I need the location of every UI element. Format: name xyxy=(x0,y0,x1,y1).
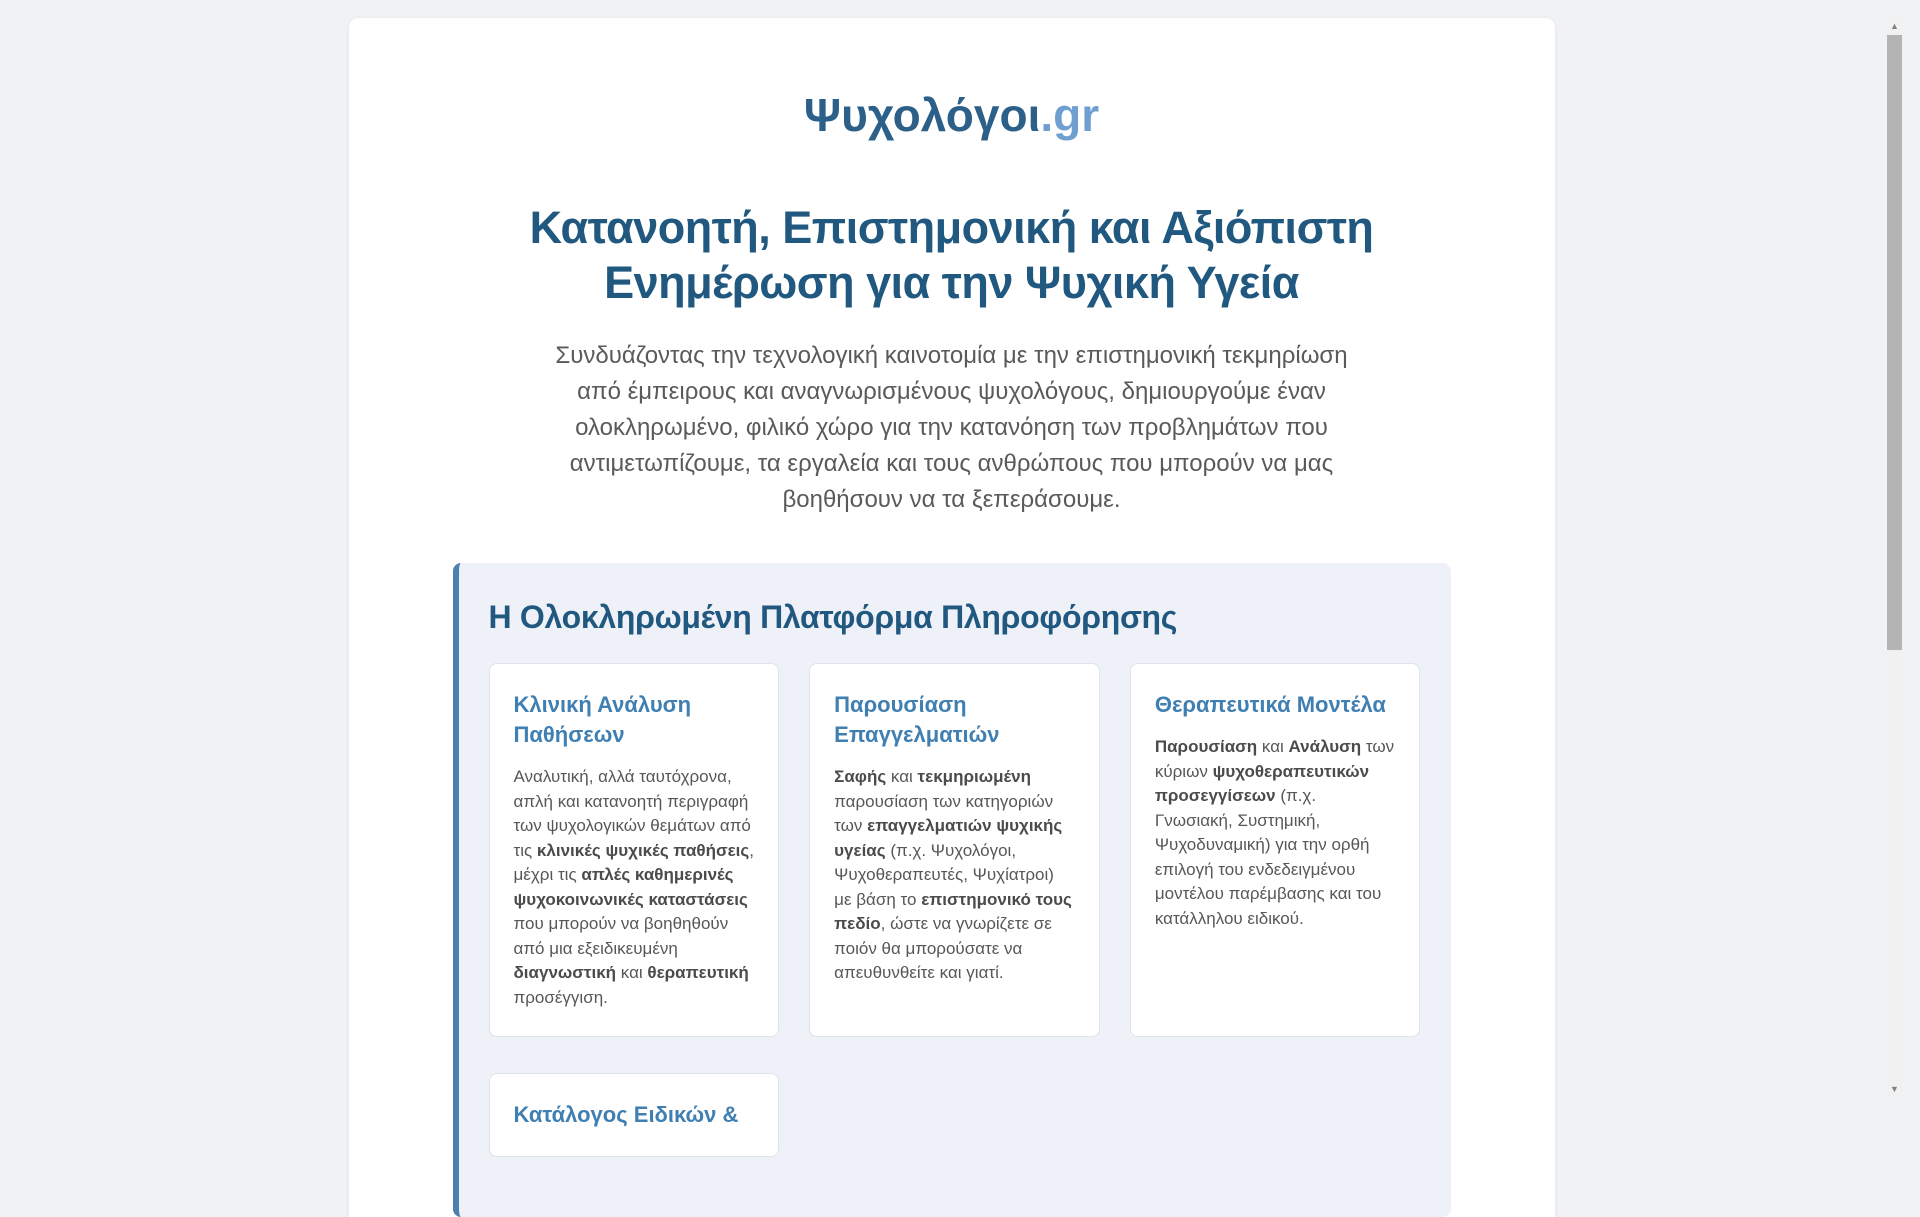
card-therapy-models-body: Παρουσίαση και Ανάλυση των κύριων ψυχοθεραπευτικών προσεγγίσεων (π.χ. Γνωσιακή, Συστημική, Ψυχοδυναμική) για την ορθή επιλογή του ενδεδειγμένου μοντέλου παρέμβασης και του κατάλληλου ειδικού. xyxy=(1154,737,1395,928)
scrollbar-thumb[interactable] xyxy=(1887,35,1902,650)
main-content-surface xyxy=(349,18,1555,1217)
site-logo-tld: .gr xyxy=(1040,89,1100,141)
scroll-down-icon: ▼ xyxy=(1890,1084,1899,1094)
scroll-up-button[interactable] xyxy=(1886,18,1903,35)
site-header xyxy=(349,90,1555,140)
vertical-scrollbar[interactable] xyxy=(1886,18,1903,1098)
card-professionals-body: Σαφής και τεκμηριωμένη παρουσίαση των κατηγοριών των επαγγελματιών ψυχικής υγείας (π.χ. Ψυχολόγοι, Ψυχοθεραπευτές, Ψυχίατροι) με βάση το επιστημονικό τους πεδίο, ώστε να γνωρίζετε σε ποιόν θα μπορούσατε να απευθυνθείτε και γιατί. xyxy=(834,767,1072,982)
hero-subtitle: Συνδυάζοντας την τεχνολογική καινοτομία με την επιστημονική τεκμηρίωση από έμπειρους και αναγνωρισμένους ψυχολόγους, δημιουργούμε έναν ολοκληρωμένο, φιλικό χώρο για την κατανόηση των προβλημάτων που αντιμετωπίζουμε, τα εργαλεία και τους ανθρώπους που μπορούν να μας βοηθήσουν να τα ξεπεράσουμε. xyxy=(555,342,1348,513)
card-professionals-title: Παρουσίαση Επαγγελματιών xyxy=(834,692,1000,747)
card-clinical-analysis xyxy=(489,663,780,1037)
site-logo[interactable] xyxy=(349,90,1555,140)
card-specialists-catalog xyxy=(489,1073,780,1157)
card-therapy-models xyxy=(1130,663,1421,1037)
card-specialists-catalog-title: Κατάλογος Ειδικών & xyxy=(513,1102,739,1127)
hero-title: Κατανοητή, Επιστημονική και Αξιόπιστη Ενημέρωση για την Ψυχική Υγεία xyxy=(529,202,1374,308)
card-clinical-analysis-body: Αναλυτική, αλλά ταυτόχρονα, απλή και κατανοητή περιγραφή των ψυχολογικών θεμάτων από τις κλινικές ψυχικές παθήσεις, μέχρι τις απλές καθημερινές ψυχοκοινωνικές καταστάσεις που μπορούν να βοηθηθούν από μια εξειδικευμένη διαγνωστική και θεραπευτική προσέγγιση. xyxy=(513,767,754,1007)
scroll-down-button[interactable] xyxy=(1886,1081,1903,1098)
platform-section xyxy=(453,563,1451,1217)
card-professionals xyxy=(809,663,1100,1037)
scroll-up-icon: ▲ xyxy=(1890,21,1899,31)
site-logo-name: Ψυχολόγοι xyxy=(803,89,1041,141)
page-background xyxy=(0,18,1903,1127)
card-clinical-analysis-title: Κλινική Ανάλυση Παθήσεων xyxy=(513,692,692,747)
platform-section-heading: Η Ολοκληρωμένη Πλατφόρμα Πληροφόρησης xyxy=(488,599,1178,635)
cards-grid xyxy=(489,663,1421,1157)
card-therapy-models-title: Θεραπευτικά Μοντέλα xyxy=(1154,692,1386,717)
